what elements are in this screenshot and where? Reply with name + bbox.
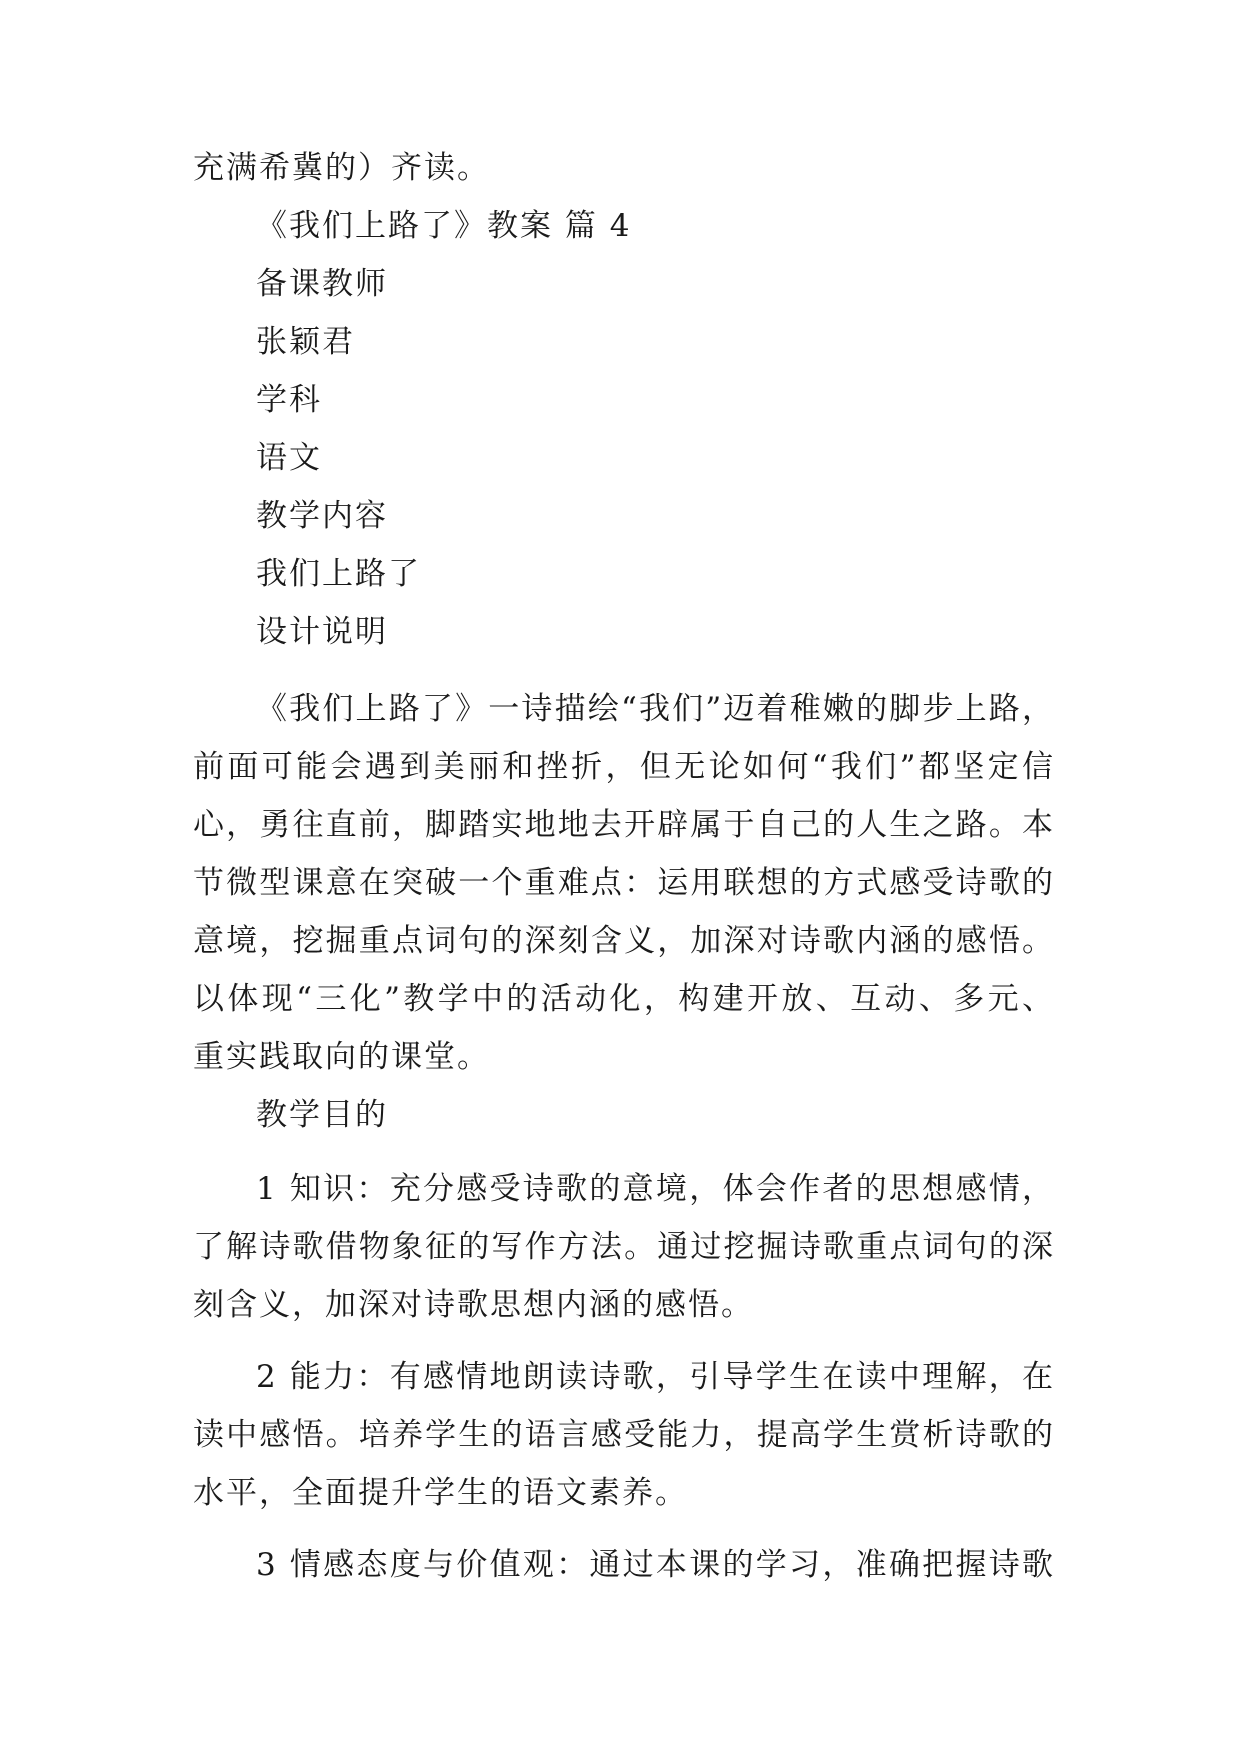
paragraph-line: 《我们上路了》一诗描绘“我们”迈着稚嫩的脚步上路，	[256, 691, 1055, 727]
paragraph-line: 1 知识：充分感受诗歌的意境，体会作者的思想感情，	[256, 1171, 1055, 1207]
paragraph-line: 2 能力：有感情地朗读诗歌，引导学生在读中理解，在	[256, 1359, 1055, 1395]
section-heading: 《我们上路了》教案 篇 4	[256, 208, 632, 244]
text-line: 教学目的	[256, 1097, 388, 1133]
text-line: 语文	[256, 440, 322, 476]
paragraph-line: 心，勇往直前，脚踏实地地去开辟属于自己的人生之路。本	[193, 807, 1055, 843]
paragraph-line: 意境，挖掘重点词句的深刻含义，加深对诗歌内涵的感悟。	[193, 923, 1055, 959]
text-line: 教学内容	[256, 498, 388, 534]
paragraph-line: 节微型课意在突破一个重难点：运用联想的方式感受诗歌的	[193, 865, 1055, 901]
paragraph-line: 前面可能会遇到美丽和挫折，但无论如何“我们”都坚定信	[193, 749, 1055, 785]
paragraph-line: 以体现“三化”教学中的活动化，构建开放、互动、多元、	[193, 981, 1055, 1017]
paragraph-line: 3 情感态度与价值观：通过本课的学习，准确把握诗歌	[256, 1547, 1055, 1583]
paragraph-line: 重实践取向的课堂。	[193, 1039, 490, 1075]
text-line: 备课教师	[256, 266, 388, 302]
text-line: 我们上路了	[256, 556, 421, 592]
text-line: 设计说明	[256, 614, 388, 650]
paragraph-line: 了解诗歌借物象征的写作方法。通过挖掘诗歌重点词句的深	[193, 1229, 1055, 1265]
paragraph-line: 刻含义，加深对诗歌思想内涵的感悟。	[193, 1287, 754, 1323]
paragraph-line: 水平，全面提升学生的语文素养。	[193, 1475, 688, 1511]
text-line: 学科	[256, 382, 322, 418]
text-line: 张颖君	[256, 324, 355, 360]
text-line: 充满希冀的）齐读。	[193, 150, 490, 186]
paragraph-line: 读中感悟。培养学生的语言感受能力，提高学生赏析诗歌的	[193, 1417, 1055, 1453]
